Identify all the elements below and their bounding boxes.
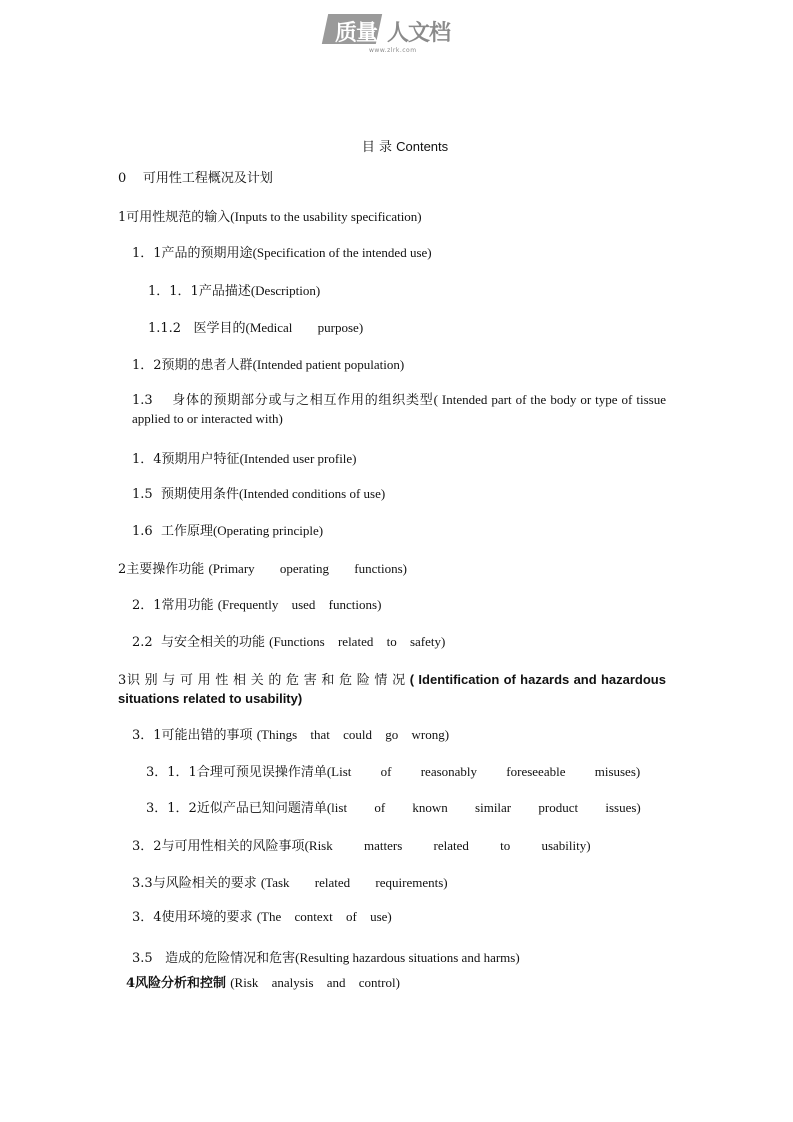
toc-entry[interactable] — [132, 908, 392, 927]
entry-title-en: (Risk analysis and control) — [230, 975, 400, 990]
entry-title-cn: 常用功能 — [161, 598, 214, 613]
entry-title-cn: 造成的危险情况和危害 — [165, 951, 296, 966]
entry-number: 1.1.2 — [148, 321, 182, 336]
toc-entry[interactable] — [132, 391, 666, 429]
entry-number: 1．4 — [132, 452, 162, 467]
entry-number: 3.3 — [132, 876, 153, 891]
site-logo — [325, 14, 465, 54]
entry-title-en: (Intended conditions of use) — [238, 486, 386, 501]
entry-number: 1．1．1 — [148, 284, 199, 299]
toc-title — [0, 136, 793, 155]
toc-title-en: Contents — [396, 139, 449, 154]
entry-number: 1.5 — [132, 487, 153, 502]
entry-title-cn: 合理可预见误操作清单 — [196, 765, 327, 780]
toc-entry[interactable] — [146, 799, 641, 818]
entry-number: 0 — [118, 171, 127, 186]
entry-number: 3．1．2 — [146, 801, 197, 816]
toc-entry[interactable] — [132, 633, 445, 652]
entry-title-cn: 工作原理 — [160, 524, 213, 539]
entry-title-en: (Resulting hazardous situations and harms) — [295, 950, 520, 965]
entry-title-en: (list of known similar product issues) — [326, 800, 641, 815]
toc-entry[interactable] — [148, 282, 320, 301]
entry-number: 2．1 — [132, 598, 162, 613]
entry-title-en: (Functions related to safety) — [269, 634, 446, 649]
entry-title-cn: 预期的患者人群 — [161, 358, 253, 373]
toc-entry[interactable] — [132, 485, 385, 504]
entry-number: 3.5 — [132, 951, 153, 966]
entry-title-cn: 可能出错的事项 — [161, 728, 253, 743]
toc-entry[interactable] — [148, 319, 363, 338]
entry-title-en: (Frequently used functions) — [217, 597, 382, 612]
entry-number: 4 — [126, 976, 136, 991]
toc-entry[interactable] — [132, 596, 381, 615]
entry-title-en: ( Intended part of the body or type of tissue applied to or interacted with) — [132, 392, 666, 426]
entry-title-cn: 近似产品已知问题清单 — [196, 801, 327, 816]
toc-entry[interactable] — [132, 450, 357, 469]
toc-entry[interactable] — [118, 560, 407, 579]
entry-title-cn: 使用环境的要求 — [161, 910, 253, 925]
entry-title-en: (Specification of the intended use) — [252, 245, 432, 260]
toc-title-cn: 目 录 — [361, 140, 392, 155]
entry-title-en: (Medical purpose) — [245, 320, 364, 335]
entry-title-cn: 与安全相关的功能 — [160, 635, 265, 650]
entry-title-cn: 与可用性相关的风险事项 — [161, 839, 305, 854]
entry-number: 2.2 — [132, 635, 153, 650]
entry-title-en: (List of reasonably foreseeable misuses) — [326, 764, 641, 779]
entry-number: 1．1 — [132, 246, 162, 261]
entry-title-cn: 产品描述 — [198, 284, 251, 299]
entry-title-cn: 风险分析和控制 — [135, 976, 227, 991]
entry-title-en: (Description) — [250, 283, 321, 298]
toc-entry[interactable] — [118, 208, 422, 227]
entry-number: 3 — [118, 673, 127, 688]
entry-title-cn: 产品的预期用途 — [161, 246, 253, 261]
logo-main-text: 质量 — [334, 21, 377, 46]
toc-entry[interactable] — [146, 763, 640, 782]
entry-number: 3．4 — [132, 910, 162, 925]
entry-title-cn: 可用性规范的输入 — [126, 210, 231, 225]
entry-title-en: (The context of use) — [256, 909, 392, 924]
entry-title-en: (Primary operating functions) — [208, 561, 407, 576]
entry-title-en: (Intended user profile) — [239, 451, 357, 466]
toc-entry[interactable] — [132, 874, 448, 893]
toc-entry[interactable] — [118, 671, 666, 709]
logo-rest-text: 人文档 — [387, 21, 451, 46]
logo-url: www.zlrk.com — [369, 47, 417, 54]
entry-number: 3．1．1 — [146, 765, 197, 780]
toc-entry[interactable] — [132, 726, 449, 745]
entry-title-cn: 预期用户特征 — [161, 452, 240, 467]
entry-title-cn: 识别与可用性相关的危害和危险情况 — [126, 673, 410, 688]
entry-number: 1.3 — [132, 393, 153, 408]
toc-entry[interactable] — [132, 244, 432, 263]
entry-title-en: (Task related requirements) — [260, 875, 448, 890]
entry-title-en: (Risk matters related to usability) — [304, 838, 591, 853]
entry-number: 2 — [118, 562, 127, 577]
entry-title-en: (Operating principle) — [212, 523, 324, 538]
toc-entry[interactable] — [132, 356, 404, 375]
entry-number: 1．2 — [132, 358, 162, 373]
toc-entry[interactable] — [132, 837, 591, 856]
entry-title-cn: 预期使用条件 — [160, 487, 239, 502]
entry-title-cn: 与风险相关的要求 — [152, 876, 257, 891]
entry-title-en: (Things that could go wrong) — [256, 727, 450, 742]
entry-title-en: ( Identification of hazards and hazardous situations related to usability) — [118, 672, 666, 706]
entry-number: 1.6 — [132, 524, 153, 539]
entry-number: 3．2 — [132, 839, 162, 854]
entry-number: 3．1 — [132, 728, 162, 743]
entry-title-cn: 可用性工程概况及计划 — [142, 171, 273, 186]
entry-title-cn: 身体的预期部分或与之相互作用的组织类型 — [172, 393, 434, 408]
entry-number: 1 — [118, 210, 127, 225]
toc-entry[interactable] — [126, 974, 400, 993]
entry-title-cn: 医学目的 — [193, 321, 246, 336]
toc-entry[interactable] — [118, 170, 273, 188]
entry-title-en: (Inputs to the usability specification) — [230, 209, 422, 224]
toc-entry[interactable] — [132, 949, 520, 968]
entry-title-en: (Intended patient population) — [252, 357, 405, 372]
toc-entry[interactable] — [132, 522, 323, 541]
entry-title-cn: 主要操作功能 — [126, 562, 205, 577]
